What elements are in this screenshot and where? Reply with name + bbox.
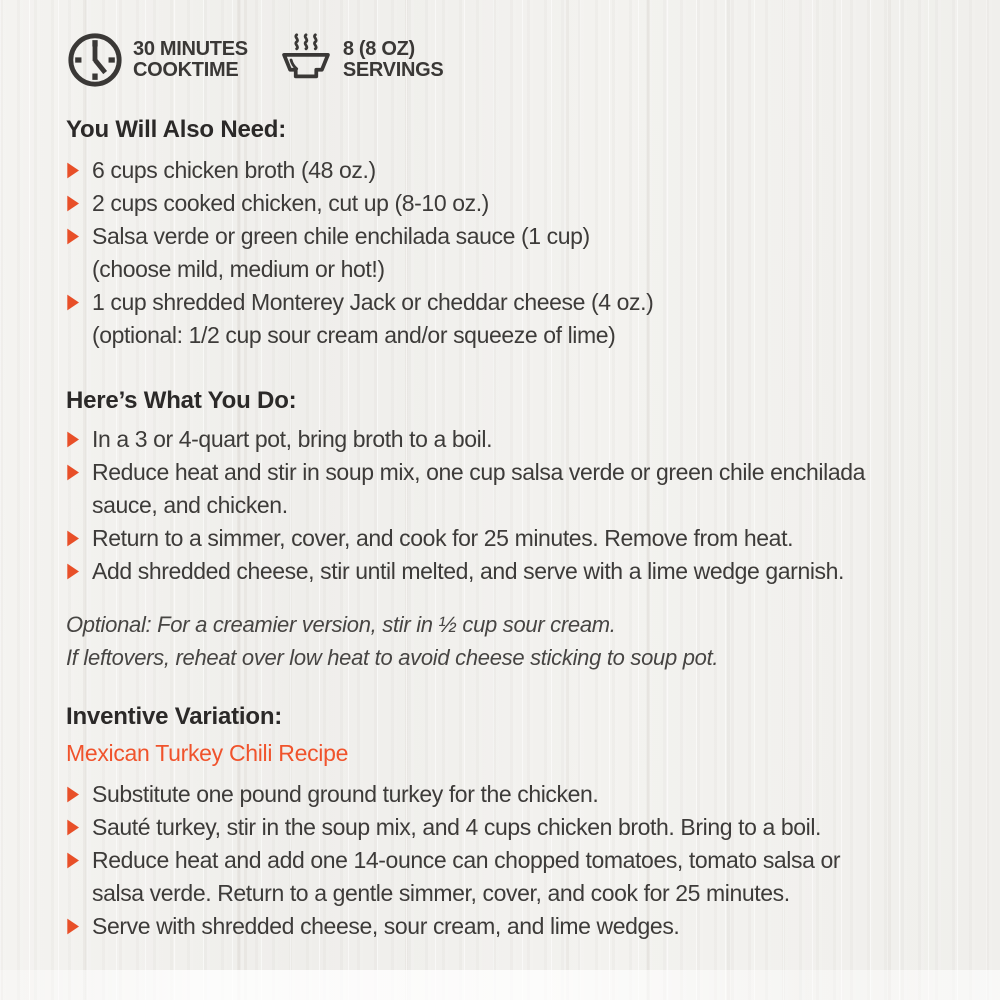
list-item <box>66 286 976 352</box>
clock-icon <box>66 31 124 89</box>
bullet-arrow-icon <box>66 228 79 245</box>
bullet-arrow-icon <box>66 195 79 212</box>
note-text: Optional: For a creamier version, stir in ½ cup sour cream. <box>66 612 616 637</box>
bullet-arrow-icon <box>66 294 79 311</box>
bullet-arrow-icon <box>66 162 79 179</box>
list-item <box>66 522 976 555</box>
list-item-text: Serve with shredded cheese, sour cream, and lime wedges. <box>92 913 680 939</box>
bullet-arrow-icon <box>66 464 79 481</box>
bullet-arrow-icon <box>66 918 79 935</box>
bullet-arrow-icon <box>66 563 79 580</box>
list-item <box>66 555 976 588</box>
list-item-text: Add shredded cheese, stir until melted, and serve with a lime wedge garnish. <box>92 558 845 584</box>
section-heading-you-will-also-need: You Will Also Need: <box>66 116 286 143</box>
bullet-arrow-icon <box>66 786 79 803</box>
list-item <box>66 423 976 456</box>
optional-notes <box>66 608 976 674</box>
list-item-text: In a 3 or 4-quart pot, bring broth to a boil. <box>92 426 493 452</box>
list-item <box>66 811 976 844</box>
list-item-text: (choose mild, medium or hot!) <box>92 256 385 282</box>
list-item-text: Reduce heat and add one 14-ounce can chopped tomatoes, tomato salsa or <box>92 847 841 873</box>
note-text: If leftovers, reheat over low heat to avoid cheese sticking to soup pot. <box>66 645 719 670</box>
list-item-text: 6 cups chicken broth (48 oz.) <box>92 157 376 183</box>
list-item-text: sauce, and chicken. <box>92 492 288 518</box>
section-heading-inventive-variation: Inventive Variation: <box>66 703 283 730</box>
list-item-text: Salsa verde or green chile enchilada sauce (1 cup) <box>92 223 590 249</box>
cooktime-label <box>133 39 248 82</box>
section-heading-what-you-do: Here’s What You Do: <box>66 387 297 414</box>
list-item <box>66 910 976 943</box>
list-item <box>66 778 976 811</box>
soup-bowl-icon <box>278 32 334 88</box>
list-item-text: Sauté turkey, stir in the soup mix, and 4 cups chicken broth. Bring to a boil. <box>92 814 822 840</box>
variation-recipe-name: Mexican Turkey Chili Recipe <box>66 740 349 766</box>
list-item <box>66 844 976 910</box>
list-item <box>66 187 976 220</box>
list-item-text: salsa verde. Return to a gentle simmer, cover, and cook for 25 minutes. <box>92 880 790 906</box>
servings-label-text: SERVINGS <box>342 59 444 81</box>
bullet-arrow-icon <box>66 431 79 448</box>
cooktime-label-text: COOKTIME <box>133 59 239 81</box>
list-item <box>66 456 976 522</box>
list-item-text: (optional: 1/2 cup sour cream and/or squeeze of lime) <box>92 322 616 348</box>
bullet-arrow-icon <box>66 819 79 836</box>
servings-label <box>343 39 444 82</box>
servings-meta <box>278 32 444 88</box>
bullet-arrow-icon <box>66 530 79 547</box>
cooktime-meta <box>66 31 248 89</box>
background-texture-band <box>0 970 1000 1000</box>
variation-list <box>66 778 976 943</box>
list-item-text: Reduce heat and stir in soup mix, one cup salsa verde or green chile enchilada <box>92 459 866 485</box>
directions-list <box>66 423 976 588</box>
recipe-meta <box>66 31 976 89</box>
list-item-text: 1 cup shredded Monterey Jack or cheddar cheese (4 oz.) <box>92 289 654 315</box>
list-item-text: 2 cups cooked chicken, cut up (8-10 oz.) <box>92 190 489 216</box>
bullet-arrow-icon <box>66 852 79 869</box>
cooktime-value-text: 30 MINUTES <box>133 37 248 60</box>
list-item <box>66 220 976 286</box>
servings-value-text: 8 (8 OZ) <box>342 37 415 60</box>
ingredients-list <box>66 154 976 352</box>
list-item <box>66 154 976 187</box>
list-item-text: Return to a simmer, cover, and cook for 25 minutes. Remove from heat. <box>92 525 794 551</box>
list-item-text: Substitute one pound ground turkey for the chicken. <box>92 781 599 807</box>
